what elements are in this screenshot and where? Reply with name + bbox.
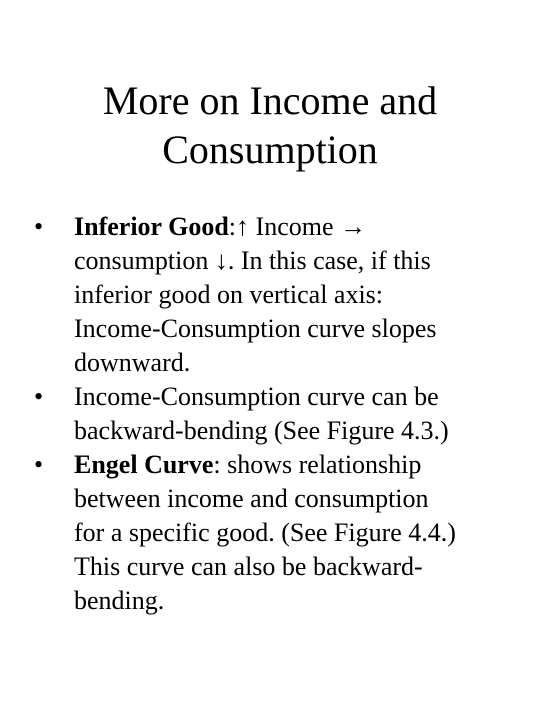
title-line-2: Consumption (162, 127, 378, 172)
case-text: . In this case, if this (227, 246, 431, 275)
arrow-down-icon: ↓ (214, 246, 228, 275)
bullet-inferior-good (34, 210, 514, 380)
bullet-line (74, 210, 514, 244)
bullet-line: for a specific good. (See Figure 4.4.) (74, 518, 456, 547)
income-text: Income (249, 212, 340, 241)
term-engel-curve: Engel Curve (74, 450, 214, 479)
arrow-right-icon: → (340, 212, 366, 241)
term-inferior-good: Inferior Good (74, 212, 229, 241)
bullet-dot-icon: • (34, 450, 44, 479)
bullet-line: inferior good on vertical axis: (74, 280, 384, 309)
arrow-up-icon: ↑ (236, 212, 250, 241)
bullet-line: downward. (74, 348, 191, 377)
bullet-line (74, 244, 514, 278)
title-line-1: More on Income and (102, 78, 438, 123)
bullet-line: bending. (74, 586, 165, 615)
bullet-backward-bending (34, 380, 514, 448)
bullet-line: between income and consumption (74, 484, 429, 513)
bullet-line (74, 448, 514, 482)
bullet-line: Income-Consumption curve can be (74, 382, 439, 411)
bullet-engel-curve (34, 448, 514, 618)
bullet-line: This curve can also be backward- (74, 552, 423, 581)
bullet-list (34, 210, 514, 618)
bullet-dot-icon: • (34, 382, 44, 411)
bullet-dot-icon: • (34, 212, 44, 241)
bullet-line: Income-Consumption curve slopes (74, 314, 437, 343)
bullet-line: backward-bending (See Figure 4.3.) (74, 416, 449, 445)
slide-title (0, 76, 540, 174)
term-suffix: : (228, 212, 237, 241)
consumption-text: consumption (74, 246, 215, 275)
term-suffix: : shows relationship (213, 450, 422, 479)
